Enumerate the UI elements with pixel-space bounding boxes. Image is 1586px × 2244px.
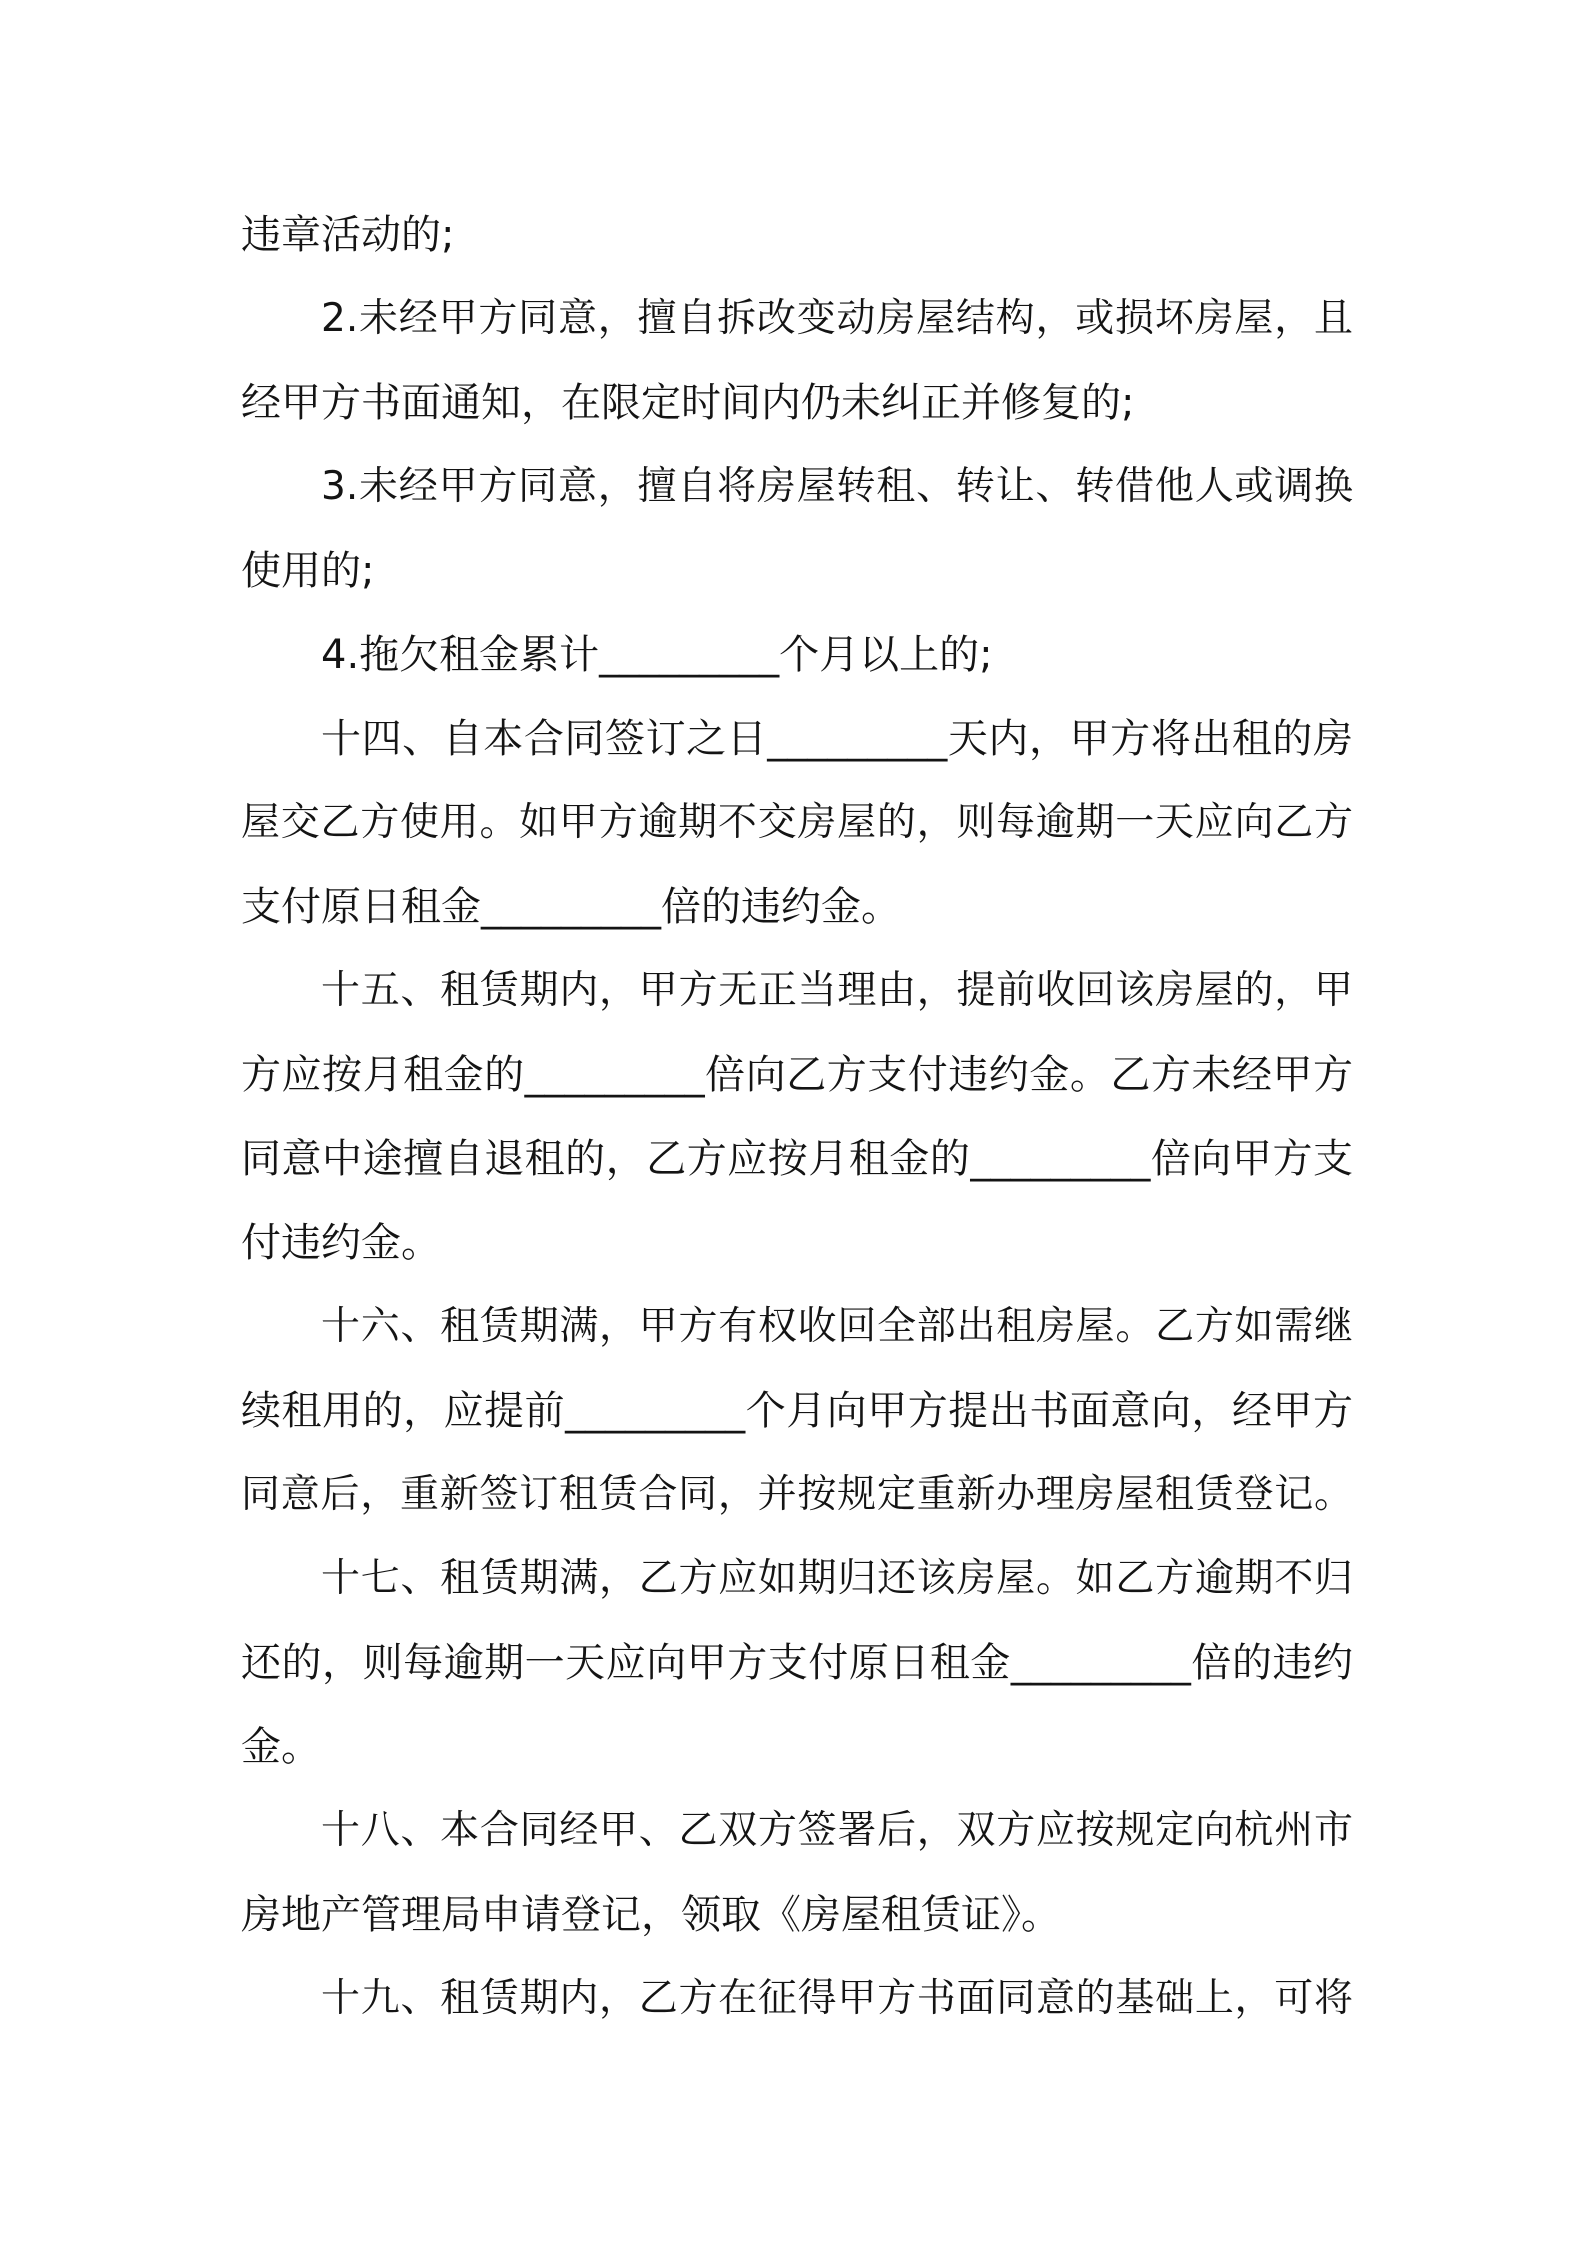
- text-line: 违章活动的;: [241, 212, 455, 258]
- text-line: 十九、租赁期内，乙方在征得甲方书面同意的基础上，可将: [321, 1976, 1353, 2021]
- text-line: 还的，则每逾期一天应向甲方支付原日租金_________倍的违约: [241, 1640, 1353, 1686]
- text-line: 十五、租赁期内，甲方无正当理由，提前收回该房屋的，甲: [321, 968, 1353, 1013]
- text-line: 2.未经甲方同意，擅自拆改变动房屋结构，或损坏房屋，且: [321, 296, 1353, 341]
- text-line: 房地产管理局申请登记，领取《房屋租赁证》。: [241, 1892, 1061, 1938]
- text-line: 付违约金。: [241, 1220, 441, 1266]
- text-line: 同意后，重新签订租赁合同，并按规定重新办理房屋租赁登记。: [241, 1472, 1353, 1517]
- text-line: 3.未经甲方同意，擅自将房屋转租、转让、转借他人或调换: [321, 464, 1353, 509]
- text-line: 续租用的，应提前_________个月向甲方提出书面意向，经甲方: [241, 1388, 1353, 1434]
- text-line: 4.拖欠租金累计_________个月以上的;: [321, 632, 993, 678]
- text-line: 支付原日租金_________倍的违约金。: [241, 884, 901, 930]
- text-line: 同意中途擅自退租的，乙方应按月租金的_________倍向甲方支: [241, 1136, 1353, 1182]
- text-line: 十六、租赁期满，甲方有权收回全部出租房屋。乙方如需继: [321, 1304, 1353, 1349]
- text-line: 屋交乙方使用。如甲方逾期不交房屋的，则每逾期一天应向乙方: [241, 800, 1353, 845]
- text-line: 方应按月租金的_________倍向乙方支付违约金。乙方未经甲方: [241, 1052, 1353, 1098]
- text-line: 十八、本合同经甲、乙双方签署后，双方应按规定向杭州市: [321, 1808, 1353, 1853]
- text-line: 使用的;: [241, 548, 375, 594]
- text-line: 金。: [241, 1724, 321, 1770]
- text-line: 十七、租赁期满，乙方应如期归还该房屋。如乙方逾期不归: [321, 1556, 1353, 1601]
- document-body: [241, 193, 1353, 2041]
- text-line: 经甲方书面通知，在限定时间内仍未纠正并修复的;: [241, 380, 1135, 426]
- text-line: 十四、自本合同签订之日_________天内，甲方将出租的房: [321, 716, 1353, 762]
